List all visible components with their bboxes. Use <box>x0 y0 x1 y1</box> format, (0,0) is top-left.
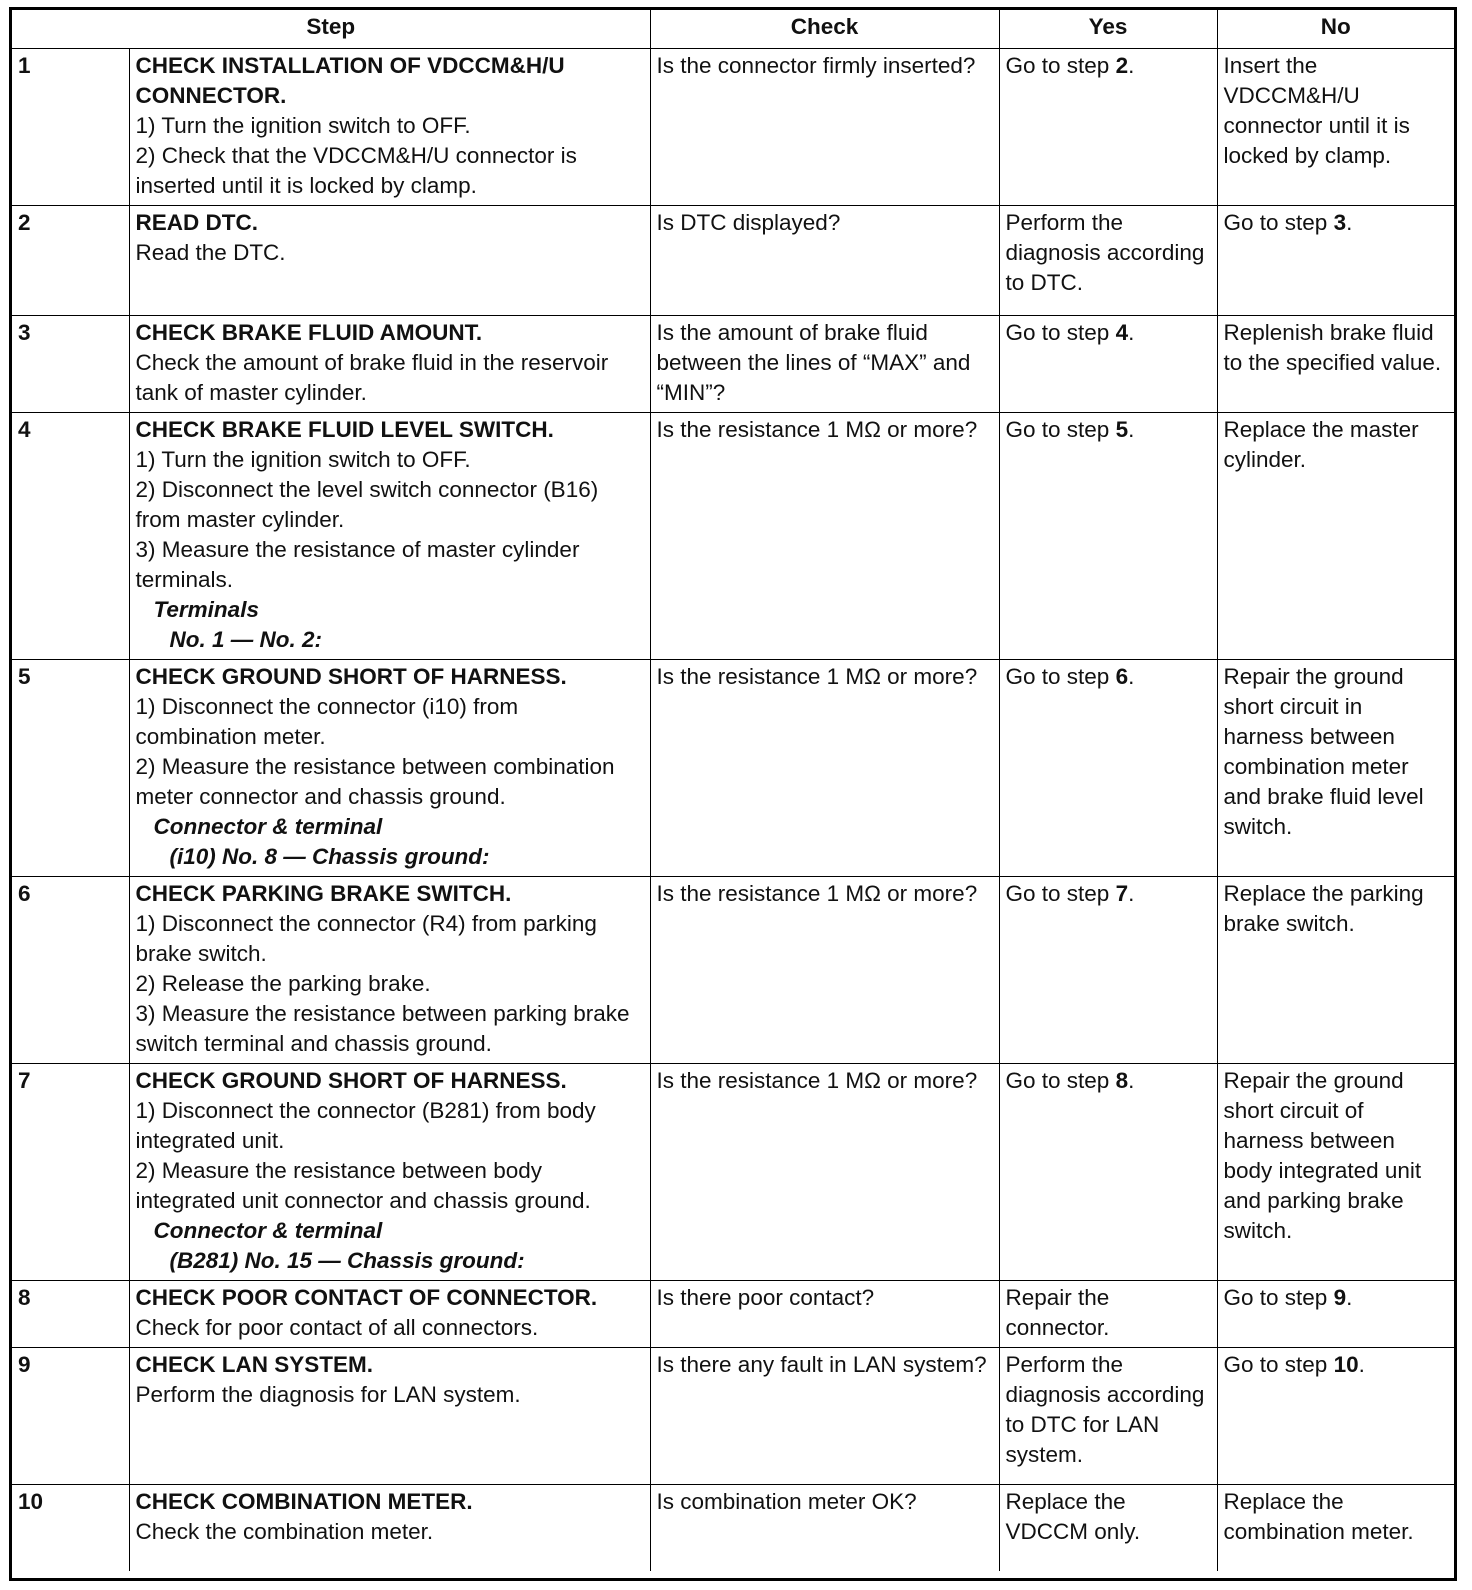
step-description <box>129 1485 650 1571</box>
step-instruction: Check the amount of brake fluid in the reservoir tank of master cylinder. <box>135 350 609 405</box>
yes-step-number: 8 <box>1115 1068 1129 1093</box>
no-text: Repair the ground short circuit in harness between combination meter and brake fluid level switch. <box>1223 664 1424 839</box>
step-instruction: 2) Measure the resistance between body integrated unit connector and chassis ground. <box>135 1158 591 1213</box>
yes-tail: . <box>1128 417 1135 442</box>
step-instruction: 2) Measure the resistance between combination meter connector and chassis ground. <box>135 754 615 809</box>
step-description <box>129 49 650 206</box>
no-action <box>1217 877 1454 1064</box>
step-description <box>129 1348 650 1485</box>
no-tail: . <box>1346 210 1353 235</box>
no-step-number: 10 <box>1333 1352 1359 1377</box>
spec-heading: Connector & terminal <box>153 1218 383 1243</box>
yes-action <box>999 316 1217 413</box>
check-text: Is the resistance 1 MΩ or more? <box>656 664 978 689</box>
yes-step-number: 2 <box>1115 53 1129 78</box>
table-row <box>12 1348 1454 1485</box>
step-number: 2 <box>12 206 129 316</box>
no-text: Replace the master cylinder. <box>1223 417 1419 472</box>
header-yes: Yes <box>999 10 1217 49</box>
yes-step-number: 4 <box>1115 320 1129 345</box>
table-row <box>12 1064 1454 1281</box>
table-row <box>12 413 1454 660</box>
yes-text: Perform the diagnosis according to DTC for LAN system. <box>1005 1352 1205 1467</box>
no-tail: . <box>1346 1285 1353 1310</box>
yes-tail: . <box>1128 881 1135 906</box>
yes-tail: . <box>1128 1068 1135 1093</box>
yes-action <box>999 1281 1217 1348</box>
check-text: Is the amount of brake fluid between the lines of “MAX” and “MIN”? <box>656 320 971 405</box>
spec-heading: Terminals <box>153 597 259 622</box>
yes-action <box>999 660 1217 877</box>
step-instruction: 1) Turn the ignition switch to OFF. <box>135 113 471 138</box>
spec-heading: Connector & terminal <box>153 814 383 839</box>
step-instruction: Check for poor contact of all connectors. <box>135 1315 539 1340</box>
step-title: CHECK POOR CONTACT OF CONNECTOR. <box>135 1285 598 1310</box>
yes-step-number: 6 <box>1115 664 1129 689</box>
yes-step-number: 5 <box>1115 417 1129 442</box>
step-description <box>129 1281 650 1348</box>
step-number: 5 <box>12 660 129 877</box>
check-question <box>650 877 999 1064</box>
step-number: 6 <box>12 877 129 1064</box>
step-instruction: 2) Disconnect the level switch connector (B16) from master cylinder. <box>135 477 599 532</box>
no-action <box>1217 1064 1454 1281</box>
check-question <box>650 1485 999 1571</box>
step-description <box>129 1064 650 1281</box>
no-text: Replace the combination meter. <box>1223 1489 1414 1544</box>
step-instruction: Perform the diagnosis for LAN system. <box>135 1382 521 1407</box>
diagnostic-table-sheet <box>9 7 1457 1581</box>
step-title: CHECK INSTALLATION OF VDCCM&H/U CONNECTOR. <box>135 53 565 108</box>
yes-text: Go to step <box>1005 664 1116 689</box>
check-question <box>650 413 999 660</box>
step-description <box>129 206 650 316</box>
table-row <box>12 1485 1454 1571</box>
yes-action <box>999 1485 1217 1571</box>
no-action <box>1217 206 1454 316</box>
no-action <box>1217 1348 1454 1485</box>
header-no: No <box>1217 10 1454 49</box>
header-row <box>12 10 1454 49</box>
yes-action <box>999 1064 1217 1281</box>
step-title: CHECK BRAKE FLUID LEVEL SWITCH. <box>135 417 554 442</box>
no-text: Go to step <box>1223 1352 1334 1377</box>
check-text: Is there poor contact? <box>656 1285 875 1310</box>
step-description <box>129 316 650 413</box>
yes-tail: . <box>1128 320 1135 345</box>
yes-action <box>999 413 1217 660</box>
yes-tail: . <box>1128 664 1135 689</box>
step-description <box>129 877 650 1064</box>
step-instruction: 2) Release the parking brake. <box>135 971 431 996</box>
step-instruction: 1) Disconnect the connector (i10) from combination meter. <box>135 694 519 749</box>
no-text: Replace the parking brake switch. <box>1223 881 1424 936</box>
yes-text: Replace the VDCCM only. <box>1005 1489 1141 1544</box>
yes-text: Go to step <box>1005 417 1116 442</box>
no-text: Repair the ground short circuit of harness between body integrated unit and parking brake switch. <box>1223 1068 1422 1243</box>
no-step-number: 3 <box>1333 210 1347 235</box>
check-question <box>650 206 999 316</box>
yes-text: Repair the connector. <box>1005 1285 1110 1340</box>
yes-text: Go to step <box>1005 320 1116 345</box>
yes-step-number: 7 <box>1115 881 1129 906</box>
no-text: Go to step <box>1223 210 1334 235</box>
step-instruction: Check the combination meter. <box>135 1519 434 1544</box>
spec-value: No. 1 — No. 2: <box>169 627 323 652</box>
check-text: Is the resistance 1 MΩ or more? <box>656 881 978 906</box>
yes-text: Go to step <box>1005 53 1116 78</box>
header-step: Step <box>12 10 650 49</box>
no-action <box>1217 660 1454 877</box>
step-title: READ DTC. <box>135 210 258 235</box>
step-number: 1 <box>12 49 129 206</box>
yes-action <box>999 206 1217 316</box>
check-text: Is there any fault in LAN system? <box>656 1352 987 1377</box>
step-number: 9 <box>12 1348 129 1485</box>
no-text: Insert the VDCCM&H/U connector until it is locked by clamp. <box>1223 53 1410 168</box>
step-instruction: 3) Measure the resistance between parking brake switch terminal and chassis ground. <box>135 1001 630 1056</box>
table-row <box>12 877 1454 1064</box>
no-action <box>1217 316 1454 413</box>
check-question <box>650 1348 999 1485</box>
diagnostic-table <box>12 10 1454 1571</box>
yes-text: Go to step <box>1005 881 1116 906</box>
check-text: Is DTC displayed? <box>656 210 841 235</box>
step-number: 4 <box>12 413 129 660</box>
check-text: Is the resistance 1 MΩ or more? <box>656 417 978 442</box>
check-text: Is the connector firmly inserted? <box>656 53 976 78</box>
no-action <box>1217 1281 1454 1348</box>
step-instruction: 2) Check that the VDCCM&H/U connector is inserted until it is locked by clamp. <box>135 143 577 198</box>
step-number: 3 <box>12 316 129 413</box>
yes-action <box>999 877 1217 1064</box>
no-action <box>1217 413 1454 660</box>
step-number: 7 <box>12 1064 129 1281</box>
table-row <box>12 206 1454 316</box>
step-title: CHECK BRAKE FLUID AMOUNT. <box>135 320 483 345</box>
check-text: Is the resistance 1 MΩ or more? <box>656 1068 978 1093</box>
no-step-number: 9 <box>1333 1285 1347 1310</box>
step-number: 10 <box>12 1485 129 1571</box>
check-question <box>650 660 999 877</box>
step-instruction: 1) Turn the ignition switch to OFF. <box>135 447 471 472</box>
no-action <box>1217 49 1454 206</box>
step-description <box>129 413 650 660</box>
step-title: CHECK COMBINATION METER. <box>135 1489 473 1514</box>
yes-action <box>999 1348 1217 1485</box>
no-text: Go to step <box>1223 1285 1334 1310</box>
step-instruction: 1) Disconnect the connector (B281) from body integrated unit. <box>135 1098 596 1153</box>
check-text: Is combination meter OK? <box>656 1489 917 1514</box>
header-check: Check <box>650 10 999 49</box>
no-action <box>1217 1485 1454 1571</box>
step-title: CHECK GROUND SHORT OF HARNESS. <box>135 664 567 689</box>
yes-text: Go to step <box>1005 1068 1116 1093</box>
spec-value: (i10) No. 8 — Chassis ground: <box>169 844 490 869</box>
check-question <box>650 49 999 206</box>
table-row <box>12 1281 1454 1348</box>
yes-action <box>999 49 1217 206</box>
step-description <box>129 660 650 877</box>
step-instruction: 1) Disconnect the connector (R4) from parking brake switch. <box>135 911 597 966</box>
yes-text: Perform the diagnosis according to DTC. <box>1005 210 1205 295</box>
table-row <box>12 316 1454 413</box>
check-question <box>650 1281 999 1348</box>
step-title: CHECK PARKING BRAKE SWITCH. <box>135 881 512 906</box>
step-title: CHECK GROUND SHORT OF HARNESS. <box>135 1068 567 1093</box>
no-tail: . <box>1358 1352 1365 1377</box>
step-number: 8 <box>12 1281 129 1348</box>
check-question <box>650 316 999 413</box>
table-row <box>12 49 1454 206</box>
check-question <box>650 1064 999 1281</box>
yes-tail: . <box>1128 53 1135 78</box>
step-instruction: 3) Measure the resistance of master cylinder terminals. <box>135 537 580 592</box>
no-text: Replenish brake fluid to the specified value. <box>1223 320 1442 375</box>
spec-value: (B281) No. 15 — Chassis ground: <box>169 1248 525 1273</box>
step-title: CHECK LAN SYSTEM. <box>135 1352 374 1377</box>
table-row <box>12 660 1454 877</box>
step-instruction: Read the DTC. <box>135 240 286 265</box>
